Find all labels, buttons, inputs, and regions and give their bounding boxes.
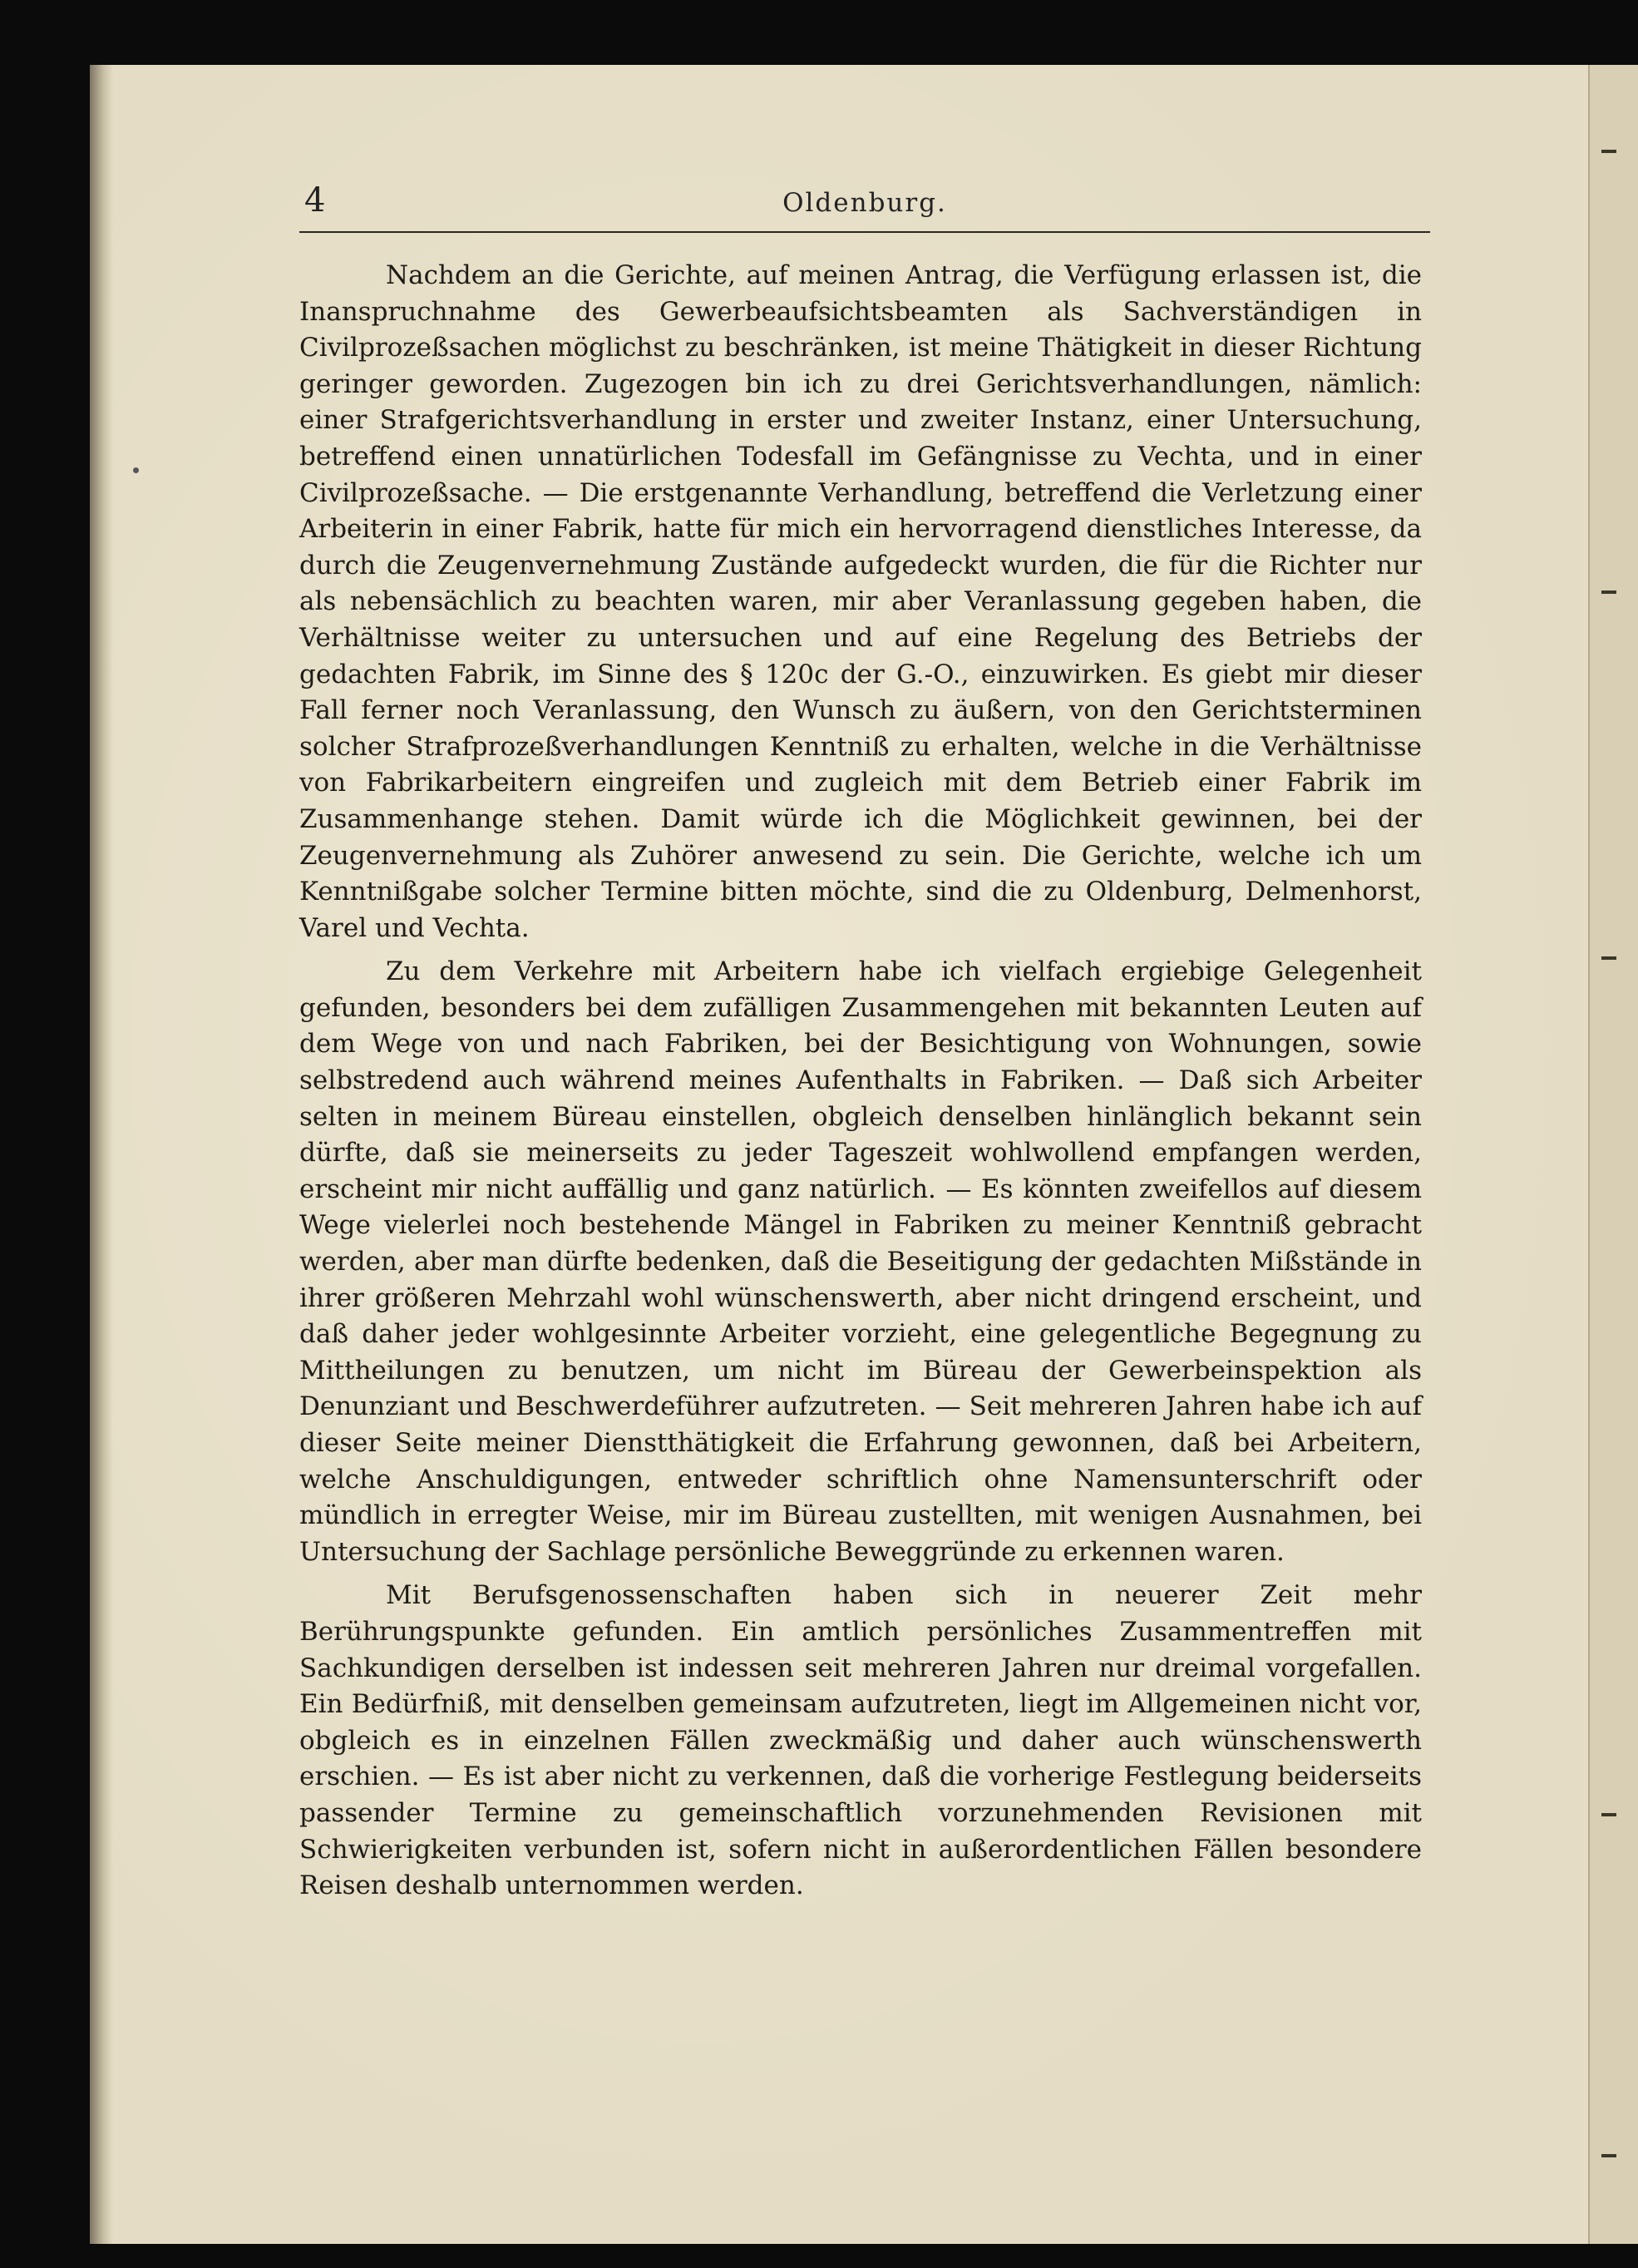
body-text — [299, 258, 1422, 1912]
paragraph: Mit Berufsgenossenschaften haben sich in neuerer Zeit mehr Berührungspunkte gefunden. Ein amtlich persönliches Zusammentreffen mit Sachkundigen derselben ist indessen seit mehreren Jahren nur dreimal vorgefallen. Ein Bedürfniß, mit denselben gemeinsam aufzutreten, liegt im Allgemeinen nicht vor, obgleich es in einzelnen Fällen zweckmäßig und daher auch wünschenswerth erschien. — Es ist aber nicht zu verkennen, daß die vorherige Festlegung beiderseits passender Termine zu gemeinschaftlich vorzunehmenden Revisionen mit Schwierigkeiten verbunden ist, sofern nicht in außerordentlichen Fällen besondere Reisen deshalb unternommen werden. — [299, 1580, 1422, 1901]
page-number: 4 — [304, 181, 326, 220]
edge-mark — [1601, 150, 1616, 153]
margin-speck — [133, 467, 139, 473]
page-header — [299, 181, 1430, 233]
edge-mark — [1601, 590, 1616, 594]
binding-gutter — [90, 65, 113, 2244]
edge-mark — [1601, 956, 1616, 960]
next-page-edge — [1588, 65, 1638, 2244]
edge-mark — [1601, 2154, 1616, 2157]
running-title: Oldenburg. — [782, 188, 947, 218]
paragraph: Zu dem Verkehre mit Arbeitern habe ich vielfach ergiebige Gelegenheit gefunden, besonders bei dem zufälligen Zusammengehen mit bekannten Leuten auf dem Wege von und nach Fabriken, bei der Besichtigung von Wohnungen, sowie selbstredend auch während meines Aufenthalts in Fabriken. — Daß sich Arbeiter selten in meinem Büreau einstellen, obgleich denselben hinlänglich bekannt sein dürfte, daß sie meinerseits zu jeder Tageszeit wohlwollend empfangen werden, erscheint mir nicht auffällig und ganz natürlich. — Es könnten zweifellos auf diesem Wege vielerlei noch bestehende Mängel in Fabriken zu meiner Kenntniß gebracht werden, aber man dürfte bedenken, daß die Beseitigung der gedachten Mißstände in ihrer größeren Mehrzahl wohl wünschenswerth, aber nicht dringend erscheint, und daß daher jeder wohlgesinnte Arbeiter vorzieht, eine gelegentliche Begegnung zu Mittheilungen zu benutzen, um nicht im Büreau der Gewerbeinspektion als Denunziant und Beschwerdeführer aufzutreten. — Seit mehreren Jahren habe ich auf dieser Seite meiner Dienstthätigkeit die Erfahrung gewonnen, daß bei Arbeitern, welche Anschuldigungen, entweder schriftlich ohne Namensunterschrift oder mündlich in erregter Weise, mir im Büreau zustellten, mit wenigen Ausnahmen, bei Untersuchung der Sachlage persönliche Beweggründe zu erkennen waren. — [299, 956, 1422, 1567]
paragraph: Nachdem an die Gerichte, auf meinen Antrag, die Verfügung erlassen ist, die Inanspruchnahme des Gewerbeaufsichtsbeamten als Sachverständigen in Civilprozeßsachen möglichst zu beschränken, ist meine Thätigkeit in dieser Richtung geringer geworden. Zugezogen bin ich zu drei Gerichtsverhandlungen, nämlich: einer Strafgerichtsverhandlung in erster und zweiter Instanz, einer Untersuchung, betreffend einen unnatürlichen Todesfall im Gefängnisse zu Vechta, und in einer Civilprozeßsache. — Die erstgenannte Verhandlung, betreffend die Verletzung einer Arbeiterin in einer Fabrik, hatte für mich ein hervorragend dienstliches Interesse, da durch die Zeugenvernehmung Zustände aufgedeckt wurden, die für die Richter nur als nebensächlich zu beachten waren, mir aber Veranlassung gegeben haben, die Verhältnisse weiter zu untersuchen und auf eine Regelung des Betriebs der gedachten Fabrik, im Sinne des § 120c der G.-O., einzuwirken. Es giebt mir dieser Fall ferner noch Veranlassung, den Wunsch zu äußern, von den Gerichtsterminen solcher Strafprozeßverhandlungen Kenntniß zu erhalten, welche in die Verhältnisse von Fabrikarbeitern eingreifen und zugleich mit dem Betrieb einer Fabrik im Zusammenhange stehen. Damit würde ich die Möglichkeit gewinnen, bei der Zeugenvernehmung als Zuhörer anwesend zu sein. Die Gerichte, welche ich um Kenntnißgabe solcher Termine bitten möchte, sind die zu Oldenburg, Delmenhorst, Varel und Vechta. — [299, 260, 1422, 943]
edge-mark — [1601, 1813, 1616, 1816]
